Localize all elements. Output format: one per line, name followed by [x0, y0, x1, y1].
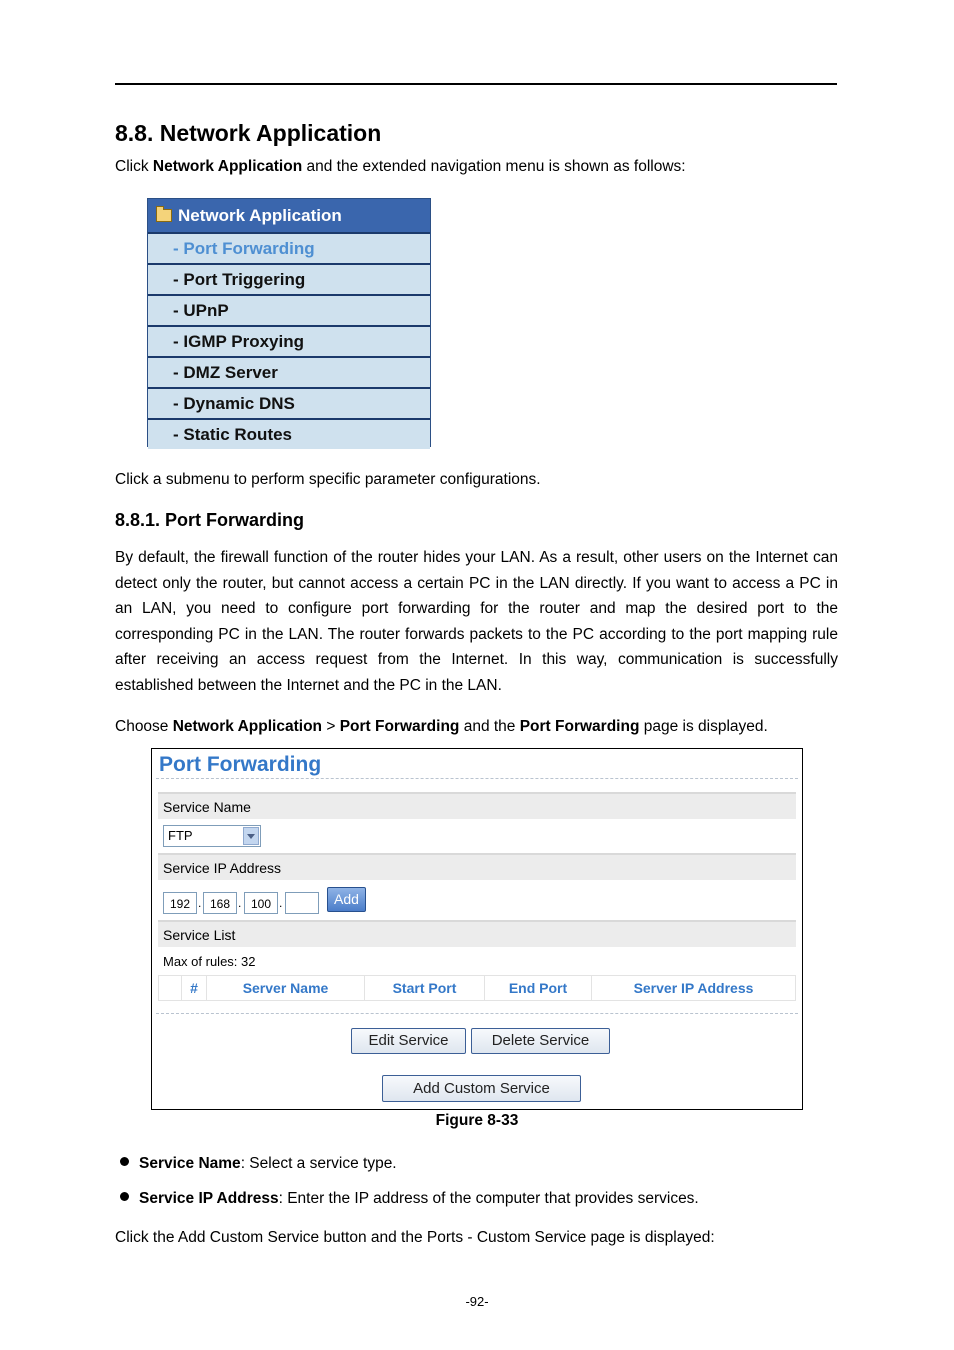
intro-bold: Network Application [152, 158, 303, 175]
menu-item-label: - DMZ Server [173, 362, 278, 382]
choose-b3: Port Forwarding [519, 718, 640, 735]
menu-item-label: - Port Triggering [173, 269, 306, 289]
menu-item-dmz-server[interactable] [148, 358, 430, 389]
figure-caption: Figure 8-33 [435, 1112, 519, 1129]
menu-item-label: - Dynamic DNS [173, 393, 295, 413]
submenu-note: Click a submenu to perform specific parameter configurations. [115, 471, 541, 488]
bullet-service-name [120, 1155, 397, 1173]
add-custom-service-button[interactable]: Add Custom Service [382, 1075, 581, 1102]
add-button[interactable]: Add [327, 887, 366, 912]
column-end-port: End Port [485, 976, 592, 1000]
choose-paragraph [115, 714, 838, 740]
page-number: -92- [465, 1294, 489, 1309]
menu-item-static-routes[interactable] [148, 420, 430, 449]
subsection-heading: 8.8.1. Port Forwarding [115, 510, 305, 530]
service-name-select[interactable] [163, 825, 261, 847]
service-ip-header: Service IP Address [158, 853, 796, 880]
menu-header[interactable] [148, 199, 430, 234]
bullet-dot [120, 1192, 129, 1201]
ip-octet-3[interactable]: 100 [244, 892, 278, 914]
menu-item-port-forwarding[interactable] [148, 234, 430, 265]
choose-post: page is displayed. [639, 718, 768, 735]
ip-separator: . [279, 896, 283, 910]
choose-mid2: and the [459, 718, 520, 735]
bullet-text: : Select a service type. [240, 1155, 397, 1172]
choose-pre: Choose [115, 718, 173, 735]
menu-item-label: - IGMP Proxying [173, 331, 304, 351]
choose-b1: Network Application [172, 718, 323, 735]
menu-item-label: - Port Forwarding [173, 238, 315, 258]
closing-paragraph: Click the Add Custom Service button and the Ports - Custom Service page is displayed: [115, 1229, 715, 1246]
column-blank [159, 976, 182, 1000]
folder-icon [156, 209, 172, 222]
intro-post: and the extended navigation menu is shown as follows: [302, 158, 686, 175]
port-forwarding-panel [151, 748, 803, 1110]
menu-item-label: - UPnP [173, 300, 229, 320]
menu-item-igmp-proxying[interactable] [148, 327, 430, 358]
menu-item-upnp[interactable] [148, 296, 430, 327]
menu-header-label: Network Application [178, 205, 342, 225]
ip-octet-1[interactable]: 192 [163, 892, 197, 914]
service-list-header: Service List [158, 920, 796, 947]
intro-pre: Click [115, 158, 153, 175]
bullet-text: : Enter the IP address of the computer that provides services. [278, 1190, 699, 1207]
column-number: # [182, 976, 207, 1000]
bullet-dot [120, 1157, 129, 1166]
header-rule [115, 83, 837, 85]
service-list-table-header [158, 975, 796, 1001]
menu-item-port-triggering[interactable] [148, 265, 430, 296]
menu-item-label: - Static Routes [173, 424, 293, 444]
section-heading: 8.8. Network Application [115, 120, 382, 146]
list-divider [156, 1013, 798, 1014]
body-paragraph: By default, the firewall function of the router hides your LAN. As a result, other users on the Internet can detect only the router, but cannot access a certain PC in the LAN directly. If you want to access a PC in an LAN, you need to configure port forwarding for the router and map the desired port to the corresponding PC in the LAN. The router forwards packets to the PC according to the port mapping rule after receiving an access request from the Internet. In this way, communication is successfully established between the Internet and the PC in the LAN. [115, 549, 838, 694]
title-divider [156, 778, 798, 779]
panel-title: Port Forwarding [159, 753, 322, 776]
bullet-service-ip [120, 1190, 699, 1208]
max-rules-text: Max of rules: 32 [163, 954, 256, 969]
service-name-header: Service Name [158, 792, 796, 819]
network-application-menu [147, 198, 431, 447]
ip-separator: . [238, 896, 242, 910]
column-server-ip: Server IP Address [633, 980, 754, 996]
column-start-port: Start Port [365, 976, 485, 1000]
ip-separator: . [198, 896, 202, 910]
intro-paragraph [115, 154, 838, 180]
service-name-value: FTP [168, 828, 193, 843]
edit-service-button[interactable]: Edit Service [351, 1028, 466, 1054]
chevron-down-icon[interactable] [243, 827, 259, 845]
ip-octet-2[interactable]: 168 [203, 892, 237, 914]
bullet-term: Service IP Address [139, 1190, 279, 1207]
ip-octet-4[interactable] [285, 892, 319, 914]
delete-service-button[interactable]: Delete Service [471, 1028, 610, 1054]
choose-b2: Port Forwarding [339, 718, 460, 735]
choose-mid1: > [322, 718, 340, 735]
bullet-term: Service Name [139, 1155, 241, 1172]
menu-item-dynamic-dns[interactable] [148, 389, 430, 420]
column-server-name: Server Name [207, 976, 365, 1000]
